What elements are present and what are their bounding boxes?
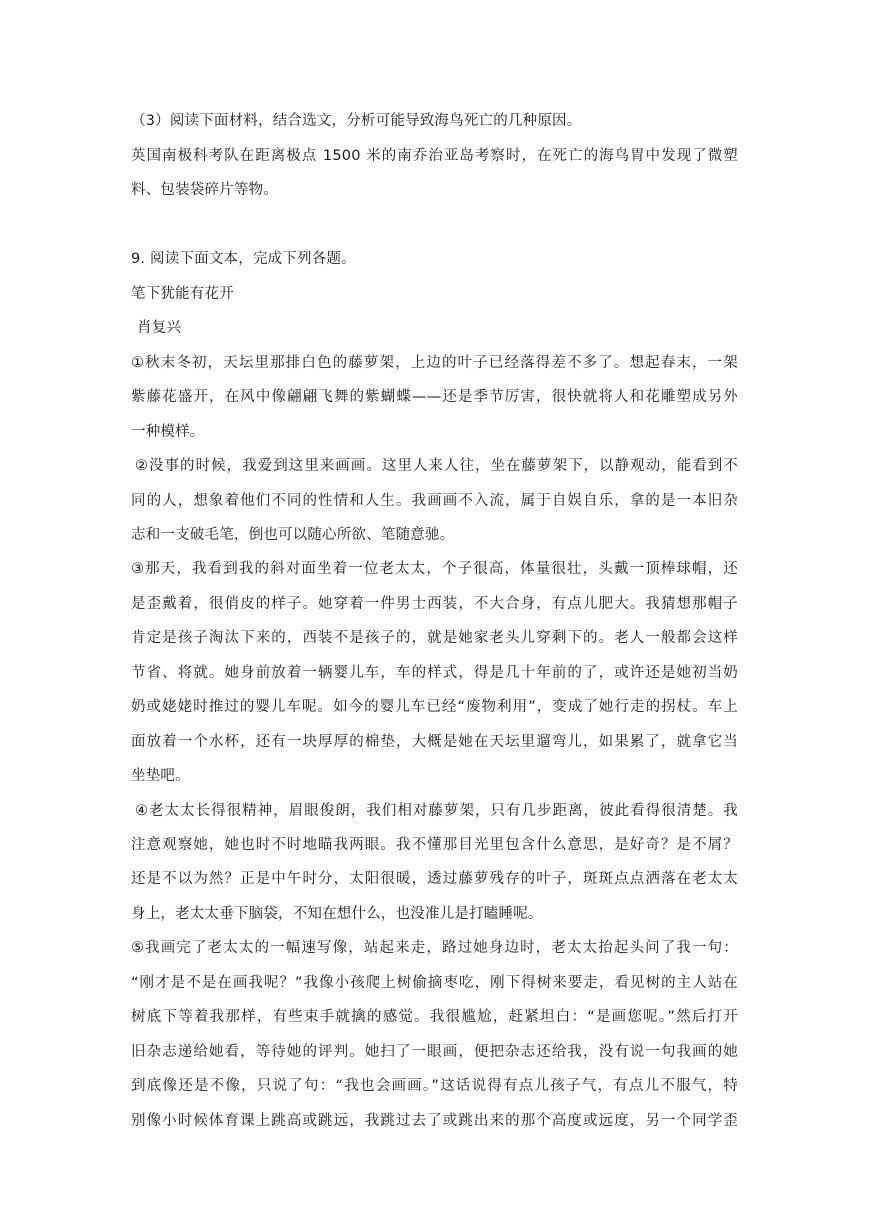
paragraph-3-line-6: 面放着一个水杯，还有一块厚厚的棉垫，大概是她在天坛里遛弯儿，如果累了，就拿它当 bbox=[131, 734, 738, 750]
paragraph-1-line-2: 紫藤花盛开，在风中像翩翩飞舞的紫蝴蝶——还是季节厉害，很快就将人和花雕塑成另外 bbox=[131, 389, 738, 405]
paragraph-2-line-2: 同的人，想象着他们不同的性情和人生。我画画不入流，属于自娱自乐，拿的是一本旧杂 bbox=[131, 493, 738, 509]
paragraph-4-line-1: ④老太太长得很精神，眉眼俊朗，我们相对藤萝架，只有几步距离，彼此看得很清楚。我 bbox=[135, 803, 738, 819]
paragraph-2-line-3: 志和一支破毛笔，倒也可以随心所欲、笔随意驰。 bbox=[131, 527, 455, 543]
paragraph-5-line-4: 旧杂志递给她看，等待她的评判。她扫了一眼画，便把杂志还给我，没有说一句我画的她 bbox=[131, 1044, 738, 1060]
paragraph-3-line-4: 节省、将就。她身前放着一辆婴儿车，车的样式，得是几十年前的了，或许还是她初当奶 bbox=[131, 665, 738, 681]
article-title: 笔下犹能有花开 bbox=[131, 286, 234, 302]
paragraph-5-line-3: 树底下等着我那样，有些束手就擒的感觉。我很尴尬，赶紧坦白：“是画您呢。”然后打开 bbox=[131, 1009, 738, 1025]
paragraph-5-line-2: “刚才是不是在画我呢？”我像小孩爬上树偷摘枣吃，刚下得树来要走，看见树的主人站在 bbox=[131, 975, 738, 991]
material-text-line-2: 料、包装袋碎片等物。 bbox=[131, 182, 278, 198]
paragraph-5-line-5: 到底像还是不像，只说了句：“我也会画画。”这话说得有点儿孩子气，有点儿不服气，特 bbox=[131, 1078, 738, 1094]
paragraph-3-line-1: ③那天，我看到我的斜对面坐着一位老太太，个子很高，体量很壮，头戴一顶棒球帽，还 bbox=[131, 561, 738, 577]
paragraph-1-line-1: ①秋末冬初，天坛里那排白色的藤萝架，上边的叶子已经落得差不多了。想起春末，一架 bbox=[131, 355, 738, 371]
paragraph-4-line-2: 注意观察她，她也时不时地瞄我两眼。我不懂那目光里包含什么意思，是好奇？是不屑？ bbox=[131, 837, 738, 853]
question-9-heading: 9. 阅读下面文本，完成下列各题。 bbox=[131, 251, 356, 267]
paragraph-5-line-6: 别像小时候体育课上跳高或跳远，我跳过去了或跳出来的那个高度或远度，另一个同学歪 bbox=[131, 1113, 738, 1129]
article-author: 肖复兴 bbox=[137, 320, 182, 336]
paragraph-1-line-3: 一种模样。 bbox=[131, 424, 205, 440]
paragraph-3-line-7: 坐垫吧。 bbox=[131, 768, 190, 784]
paragraph-3-line-5: 奶或姥姥时推过的婴儿车呢。如今的婴儿车已经“废物利用”，变成了她行走的拐杖。车上 bbox=[131, 699, 738, 715]
paragraph-4-line-4: 身上，老太太垂下脑袋，不知在想什么，也没准儿是打瞌睡呢。 bbox=[131, 906, 543, 922]
material-text-line-1: 英国南极科考队在距离极点 1500 米的南乔治亚岛考察时，在死亡的海鸟胃中发现了微塑 bbox=[131, 148, 738, 164]
paragraph-4-line-3: 还是不以为然？正是中午时分，太阳很暖，透过藤萝残存的叶子，斑斑点点洒落在老太太 bbox=[131, 871, 738, 887]
paragraph-5-line-1: ⑤我画完了老太太的一幅速写像，站起来走，路过她身边时，老太太抬起头问了我一句： bbox=[131, 940, 738, 956]
paragraph-3-line-3: 肯定是孩子淘汰下来的，西装不是孩子的，就是她家老头儿穿剩下的。老人一般都会这样 bbox=[131, 630, 738, 646]
paragraph-2-line-1: ②没事的时候，我爱到这里来画画。这里人来人往，坐在藤萝架下，以静观动，能看到不 bbox=[135, 458, 738, 474]
paragraph-3-line-2: 是歪戴着，很俏皮的样子。她穿着一件男士西装，不大合身，有点儿肥大。我猜想那帽子 bbox=[131, 596, 738, 612]
question-3-prompt: （3）阅读下面材料，结合选文，分析可能导致海鸟死亡的几种原因。 bbox=[131, 113, 582, 129]
